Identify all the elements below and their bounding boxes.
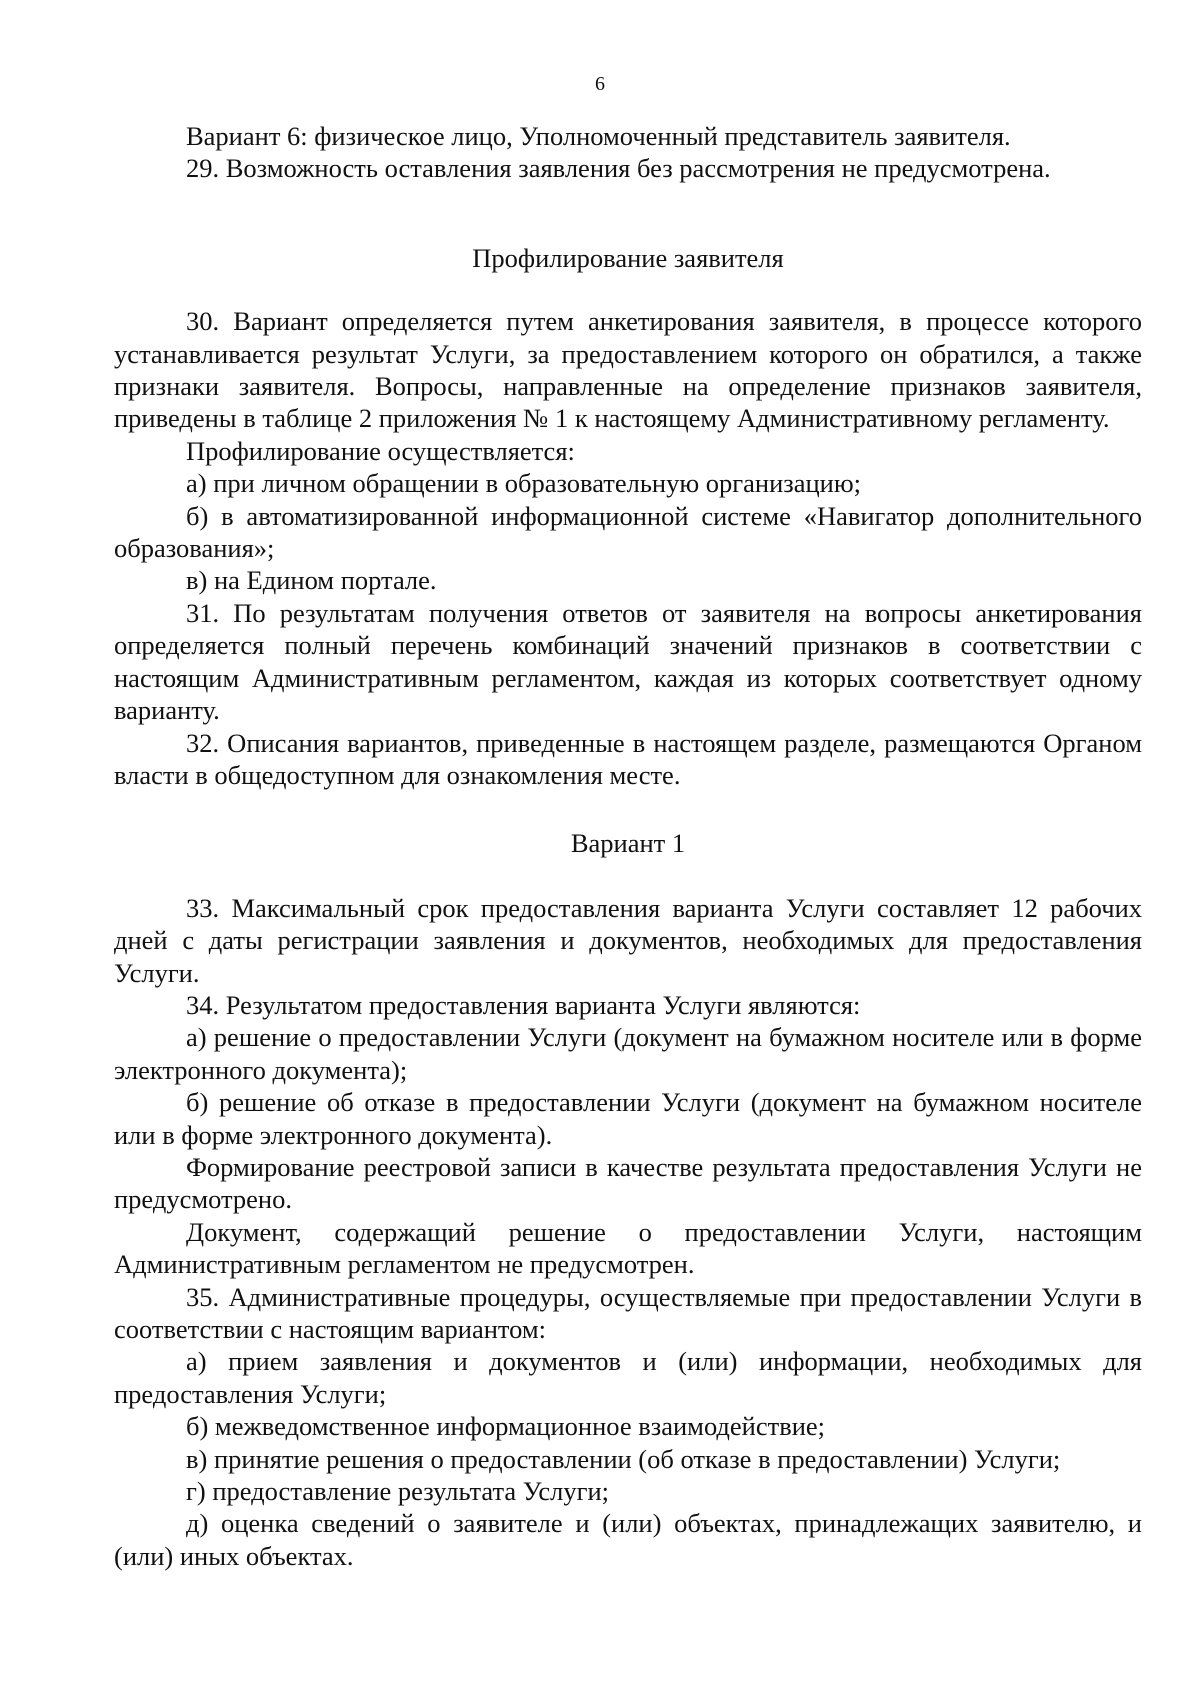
page-number: 6 [595, 73, 605, 95]
paragraph-35: 35. Административные процедуры, осуществляемые при предоставлении Услуги в соответствии с настоящим вариантом: [114, 1281, 1142, 1344]
section-heading-variant-1: Вариант 1 [570, 828, 686, 859]
result-item-a: а) решение о предоставлении Услуги (документ на бумажном носителе или в форме электронного документа); [114, 1022, 1142, 1085]
list-item-b: б) в автоматизированной информационной системе «Навигатор дополнительного образования»; [114, 500, 1142, 564]
result-item-b: б) решение об отказе в предоставлении Услуги (документ на бумажном носителе или в форме электронного документа). [114, 1087, 1142, 1150]
procedure-item-d: д) оценка сведений о заявителе и (или) объектах, принадлежащих заявителю, и (или) иных объектах. [114, 1508, 1142, 1571]
section-heading-profiling: Профилирование заявителя [472, 242, 784, 273]
procedure-item-b: б) межведомственное информационное взаимодействие; [186, 1411, 826, 1442]
paragraph-32: 32. Описания вариантов, приведенные в настоящем разделе, размещаются Органом власти в общедоступном для ознакомления месте. [114, 727, 1142, 790]
list-item-a: а) при личном обращении в образовательную организацию; [186, 468, 862, 499]
paragraph-decision-document: Документ, содержащий решение о предоставлении Услуги, настоящим Административным регламентом не предусмотрен. [114, 1216, 1142, 1280]
document-body [114, 120, 1142, 1572]
paragraph-30: 30. Вариант определяется путем анкетирования заявителя, в процессе которого устанавливается результат Услуги, за предоставлением которого он обратился, а также признаки заявителя. Вопросы, направленные на определение признаков заявителя, приведены в таблице 2 приложения № 1 к настоящему Административному регламенту. [114, 306, 1142, 434]
paragraph-29: 29. Возможность оставления заявления без рассмотрения не предусмотрена. [186, 153, 1051, 184]
procedure-item-g: г) предоставление результата Услуги; [186, 1476, 610, 1507]
paragraph-profiling-intro: Профилирование осуществляется: [186, 435, 575, 466]
procedure-item-a: а) прием заявления и документов и (или) информации, необходимых для предоставления Услуги; [114, 1346, 1142, 1409]
paragraph-variant-6: Вариант 6: физическое лицо, Уполномоченный представитель заявителя. [186, 121, 1011, 151]
paragraph-34: 34. Результатом предоставления варианта Услуги являются: [186, 989, 861, 1020]
paragraph-31: 31. По результатам получения ответов от заявителя на вопросы анкетирования определяется полный перечень комбинаций значений признаков в соответствии с настоящим Административным регламентом, каждая из которых соответствует одному варианту. [114, 597, 1142, 726]
list-item-v: в) на Едином портале. [186, 565, 437, 596]
paragraph-33: 33. Максимальный срок предоставления варианта Услуги составляет 12 рабочих дней с даты регистрации заявления и документов, необходимых для предоставления Услуги. [114, 892, 1142, 988]
procedure-item-v: в) принятие решения о предоставлении (об отказе в предоставлении) Услуги; [186, 1443, 1061, 1474]
paragraph-registry-record: Формирование реестровой записи в качестве результата предоставления Услуги не предусмотрено. [114, 1151, 1142, 1215]
